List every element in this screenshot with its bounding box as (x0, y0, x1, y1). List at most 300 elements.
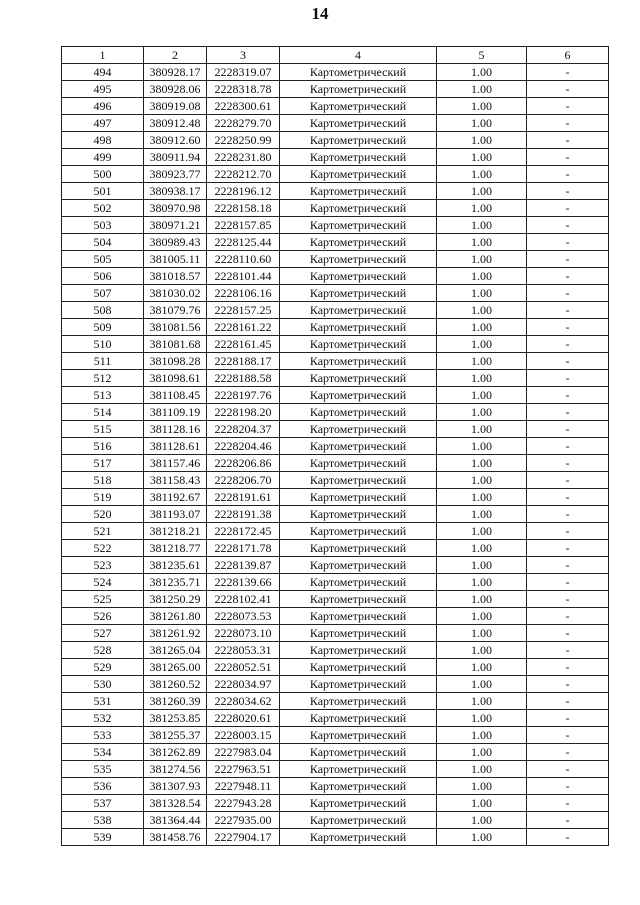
note-cell: - (527, 642, 609, 659)
table-row (62, 761, 609, 778)
table-row (62, 336, 609, 353)
accuracy-cell: 1.00 (437, 778, 527, 795)
point-number-cell: 525 (62, 591, 144, 608)
note-cell: - (527, 421, 609, 438)
accuracy-cell: 1.00 (437, 574, 527, 591)
y-coordinate-cell: 2228196.12 (207, 183, 280, 200)
point-number-cell: 510 (62, 336, 144, 353)
column-header: 5 (437, 47, 527, 64)
y-coordinate-cell: 2228204.46 (207, 438, 280, 455)
table-row (62, 540, 609, 557)
method-cell: Картометрический (280, 591, 437, 608)
page-number: 14 (311, 4, 329, 23)
x-coordinate-cell: 381218.77 (144, 540, 207, 557)
accuracy-cell: 1.00 (437, 64, 527, 81)
x-coordinate-cell: 381030.02 (144, 285, 207, 302)
x-coordinate-cell: 381261.80 (144, 608, 207, 625)
point-number-cell: 524 (62, 574, 144, 591)
accuracy-cell: 1.00 (437, 795, 527, 812)
point-number-cell: 511 (62, 353, 144, 370)
accuracy-cell: 1.00 (437, 353, 527, 370)
accuracy-cell: 1.00 (437, 710, 527, 727)
table-row (62, 659, 609, 676)
y-coordinate-cell: 2228279.70 (207, 115, 280, 132)
y-coordinate-cell: 2228073.10 (207, 625, 280, 642)
table-row (62, 795, 609, 812)
accuracy-cell: 1.00 (437, 183, 527, 200)
x-coordinate-cell: 381364.44 (144, 812, 207, 829)
accuracy-cell: 1.00 (437, 336, 527, 353)
table-row (62, 319, 609, 336)
x-coordinate-cell: 381109.19 (144, 404, 207, 421)
point-number-cell: 522 (62, 540, 144, 557)
table-row (62, 421, 609, 438)
table-row (62, 183, 609, 200)
accuracy-cell: 1.00 (437, 727, 527, 744)
method-cell: Картометрический (280, 710, 437, 727)
note-cell: - (527, 64, 609, 81)
x-coordinate-cell: 381274.56 (144, 761, 207, 778)
note-cell: - (527, 676, 609, 693)
accuracy-cell: 1.00 (437, 472, 527, 489)
table-row (62, 251, 609, 268)
table-row (62, 302, 609, 319)
y-coordinate-cell: 2228158.18 (207, 200, 280, 217)
method-cell: Картометрический (280, 387, 437, 404)
table-row (62, 132, 609, 149)
y-coordinate-cell: 2228157.25 (207, 302, 280, 319)
point-number-cell: 518 (62, 472, 144, 489)
x-coordinate-cell: 381253.85 (144, 710, 207, 727)
table-row (62, 778, 609, 795)
accuracy-cell: 1.00 (437, 302, 527, 319)
table-row (62, 676, 609, 693)
note-cell: - (527, 438, 609, 455)
note-cell: - (527, 336, 609, 353)
method-cell: Картометрический (280, 353, 437, 370)
x-coordinate-cell: 381260.39 (144, 693, 207, 710)
y-coordinate-cell: 2228106.16 (207, 285, 280, 302)
table-row (62, 217, 609, 234)
accuracy-cell: 1.00 (437, 591, 527, 608)
point-number-cell: 499 (62, 149, 144, 166)
note-cell: - (527, 149, 609, 166)
x-coordinate-cell: 380923.77 (144, 166, 207, 183)
method-cell: Картометрический (280, 727, 437, 744)
point-number-cell: 515 (62, 421, 144, 438)
x-coordinate-cell: 381005.11 (144, 251, 207, 268)
y-coordinate-cell: 2228020.61 (207, 710, 280, 727)
y-coordinate-cell: 2228300.61 (207, 98, 280, 115)
x-coordinate-cell: 380970.98 (144, 200, 207, 217)
note-cell: - (527, 506, 609, 523)
x-coordinate-cell: 380989.43 (144, 234, 207, 251)
point-number-cell: 529 (62, 659, 144, 676)
method-cell: Картометрический (280, 659, 437, 676)
x-coordinate-cell: 381307.93 (144, 778, 207, 795)
method-cell: Картометрический (280, 251, 437, 268)
accuracy-cell: 1.00 (437, 149, 527, 166)
point-number-cell: 501 (62, 183, 144, 200)
note-cell: - (527, 625, 609, 642)
table-row (62, 608, 609, 625)
table-row (62, 370, 609, 387)
method-cell: Картометрический (280, 540, 437, 557)
x-coordinate-cell: 381250.29 (144, 591, 207, 608)
method-cell: Картометрический (280, 319, 437, 336)
accuracy-cell: 1.00 (437, 98, 527, 115)
x-coordinate-cell: 381218.21 (144, 523, 207, 540)
method-cell: Картометрический (280, 455, 437, 472)
x-coordinate-cell: 380912.48 (144, 115, 207, 132)
note-cell: - (527, 183, 609, 200)
y-coordinate-cell: 2227948.11 (207, 778, 280, 795)
y-coordinate-cell: 2227983.04 (207, 744, 280, 761)
method-cell: Картометрический (280, 200, 437, 217)
point-number-cell: 512 (62, 370, 144, 387)
point-number-cell: 502 (62, 200, 144, 217)
method-cell: Картометрический (280, 234, 437, 251)
point-number-cell: 504 (62, 234, 144, 251)
accuracy-cell: 1.00 (437, 642, 527, 659)
method-cell: Картометрический (280, 166, 437, 183)
x-coordinate-cell: 381261.92 (144, 625, 207, 642)
method-cell: Картометрический (280, 64, 437, 81)
note-cell: - (527, 81, 609, 98)
method-cell: Картометрический (280, 285, 437, 302)
table-row (62, 234, 609, 251)
x-coordinate-cell: 381235.71 (144, 574, 207, 591)
header-row (62, 47, 609, 64)
table-row (62, 625, 609, 642)
point-number-cell: 535 (62, 761, 144, 778)
point-number-cell: 531 (62, 693, 144, 710)
point-number-cell: 519 (62, 489, 144, 506)
note-cell: - (527, 234, 609, 251)
y-coordinate-cell: 2228003.15 (207, 727, 280, 744)
x-coordinate-cell: 381265.04 (144, 642, 207, 659)
accuracy-cell: 1.00 (437, 319, 527, 336)
point-number-cell: 498 (62, 132, 144, 149)
x-coordinate-cell: 381192.67 (144, 489, 207, 506)
method-cell: Картометрический (280, 574, 437, 591)
table-row (62, 404, 609, 421)
point-number-cell: 528 (62, 642, 144, 659)
point-number-cell: 514 (62, 404, 144, 421)
method-cell: Картометрический (280, 795, 437, 812)
column-header: 4 (280, 47, 437, 64)
y-coordinate-cell: 2228161.45 (207, 336, 280, 353)
y-coordinate-cell: 2228197.76 (207, 387, 280, 404)
y-coordinate-cell: 2228188.58 (207, 370, 280, 387)
table-row (62, 149, 609, 166)
table-row (62, 557, 609, 574)
note-cell: - (527, 812, 609, 829)
method-cell: Картометрический (280, 81, 437, 98)
table-row (62, 98, 609, 115)
x-coordinate-cell: 380912.60 (144, 132, 207, 149)
table-row (62, 268, 609, 285)
y-coordinate-cell: 2228191.38 (207, 506, 280, 523)
table-header (62, 47, 609, 64)
table-row (62, 81, 609, 98)
table-row (62, 693, 609, 710)
method-cell: Картометрический (280, 217, 437, 234)
table-row (62, 438, 609, 455)
table-row (62, 455, 609, 472)
method-cell: Картометрический (280, 302, 437, 319)
table-row (62, 115, 609, 132)
point-number-cell: 523 (62, 557, 144, 574)
x-coordinate-cell: 381128.16 (144, 421, 207, 438)
method-cell: Картометрический (280, 506, 437, 523)
method-cell: Картометрический (280, 472, 437, 489)
accuracy-cell: 1.00 (437, 557, 527, 574)
note-cell: - (527, 744, 609, 761)
accuracy-cell: 1.00 (437, 625, 527, 642)
note-cell: - (527, 591, 609, 608)
y-coordinate-cell: 2228139.66 (207, 574, 280, 591)
accuracy-cell: 1.00 (437, 251, 527, 268)
method-cell: Картометрический (280, 812, 437, 829)
y-coordinate-cell: 2228188.17 (207, 353, 280, 370)
note-cell: - (527, 455, 609, 472)
point-number-cell: 520 (62, 506, 144, 523)
point-number-cell: 536 (62, 778, 144, 795)
x-coordinate-cell: 381079.76 (144, 302, 207, 319)
table-row (62, 166, 609, 183)
accuracy-cell: 1.00 (437, 285, 527, 302)
x-coordinate-cell: 380971.21 (144, 217, 207, 234)
x-coordinate-cell: 381081.56 (144, 319, 207, 336)
point-number-cell: 503 (62, 217, 144, 234)
note-cell: - (527, 217, 609, 234)
note-cell: - (527, 727, 609, 744)
point-number-cell: 497 (62, 115, 144, 132)
y-coordinate-cell: 2228319.07 (207, 64, 280, 81)
accuracy-cell: 1.00 (437, 370, 527, 387)
x-coordinate-cell: 381108.45 (144, 387, 207, 404)
method-cell: Картометрический (280, 608, 437, 625)
note-cell: - (527, 302, 609, 319)
method-cell: Картометрический (280, 336, 437, 353)
point-number-cell: 537 (62, 795, 144, 812)
x-coordinate-cell: 381193.07 (144, 506, 207, 523)
note-cell: - (527, 608, 609, 625)
accuracy-cell: 1.00 (437, 404, 527, 421)
accuracy-cell: 1.00 (437, 421, 527, 438)
table-row (62, 489, 609, 506)
accuracy-cell: 1.00 (437, 132, 527, 149)
point-number-cell: 534 (62, 744, 144, 761)
point-number-cell: 539 (62, 829, 144, 846)
note-cell: - (527, 285, 609, 302)
note-cell: - (527, 693, 609, 710)
method-cell: Картометрический (280, 761, 437, 778)
note-cell: - (527, 387, 609, 404)
x-coordinate-cell: 381265.00 (144, 659, 207, 676)
point-number-cell: 538 (62, 812, 144, 829)
y-coordinate-cell: 2228157.85 (207, 217, 280, 234)
point-number-cell: 496 (62, 98, 144, 115)
note-cell: - (527, 319, 609, 336)
note-cell: - (527, 404, 609, 421)
point-number-cell: 506 (62, 268, 144, 285)
accuracy-cell: 1.00 (437, 387, 527, 404)
y-coordinate-cell: 2228171.78 (207, 540, 280, 557)
x-coordinate-cell: 381255.37 (144, 727, 207, 744)
x-coordinate-cell: 380928.17 (144, 64, 207, 81)
column-header: 6 (527, 47, 609, 64)
method-cell: Картометрический (280, 829, 437, 846)
point-number-cell: 495 (62, 81, 144, 98)
accuracy-cell: 1.00 (437, 659, 527, 676)
accuracy-cell: 1.00 (437, 676, 527, 693)
accuracy-cell: 1.00 (437, 200, 527, 217)
y-coordinate-cell: 2228034.97 (207, 676, 280, 693)
table-row (62, 523, 609, 540)
method-cell: Картометрический (280, 778, 437, 795)
x-coordinate-cell: 381262.89 (144, 744, 207, 761)
accuracy-cell: 1.00 (437, 506, 527, 523)
method-cell: Картометрический (280, 115, 437, 132)
accuracy-cell: 1.00 (437, 268, 527, 285)
y-coordinate-cell: 2228102.41 (207, 591, 280, 608)
note-cell: - (527, 829, 609, 846)
table-row (62, 200, 609, 217)
x-coordinate-cell: 381158.43 (144, 472, 207, 489)
column-header: 3 (207, 47, 280, 64)
y-coordinate-cell: 2228125.44 (207, 234, 280, 251)
point-number-cell: 532 (62, 710, 144, 727)
y-coordinate-cell: 2228110.60 (207, 251, 280, 268)
accuracy-cell: 1.00 (437, 115, 527, 132)
method-cell: Картометрический (280, 693, 437, 710)
accuracy-cell: 1.00 (437, 166, 527, 183)
point-number-cell: 526 (62, 608, 144, 625)
point-number-cell: 507 (62, 285, 144, 302)
column-header: 2 (144, 47, 207, 64)
table-row (62, 812, 609, 829)
note-cell: - (527, 98, 609, 115)
y-coordinate-cell: 2228250.99 (207, 132, 280, 149)
accuracy-cell: 1.00 (437, 234, 527, 251)
point-number-cell: 517 (62, 455, 144, 472)
x-coordinate-cell: 381260.52 (144, 676, 207, 693)
method-cell: Картометрический (280, 268, 437, 285)
x-coordinate-cell: 381018.57 (144, 268, 207, 285)
accuracy-cell: 1.00 (437, 81, 527, 98)
x-coordinate-cell: 381098.61 (144, 370, 207, 387)
note-cell: - (527, 574, 609, 591)
note-cell: - (527, 659, 609, 676)
y-coordinate-cell: 2228206.70 (207, 472, 280, 489)
method-cell: Картометрический (280, 149, 437, 166)
point-number-cell: 533 (62, 727, 144, 744)
accuracy-cell: 1.00 (437, 217, 527, 234)
note-cell: - (527, 132, 609, 149)
point-number-cell: 521 (62, 523, 144, 540)
y-coordinate-cell: 2228172.45 (207, 523, 280, 540)
accuracy-cell: 1.00 (437, 489, 527, 506)
y-coordinate-cell: 2228204.37 (207, 421, 280, 438)
note-cell: - (527, 710, 609, 727)
y-coordinate-cell: 2228161.22 (207, 319, 280, 336)
table-row (62, 829, 609, 846)
accuracy-cell: 1.00 (437, 829, 527, 846)
note-cell: - (527, 166, 609, 183)
y-coordinate-cell: 2228212.70 (207, 166, 280, 183)
table-row (62, 727, 609, 744)
note-cell: - (527, 268, 609, 285)
y-coordinate-cell: 2228053.31 (207, 642, 280, 659)
method-cell: Картометрический (280, 370, 437, 387)
y-coordinate-cell: 2228034.62 (207, 693, 280, 710)
x-coordinate-cell: 380911.94 (144, 149, 207, 166)
point-number-cell: 505 (62, 251, 144, 268)
x-coordinate-cell: 381157.46 (144, 455, 207, 472)
point-number-cell: 494 (62, 64, 144, 81)
column-header: 1 (62, 47, 144, 64)
point-number-cell: 509 (62, 319, 144, 336)
y-coordinate-cell: 2227963.51 (207, 761, 280, 778)
x-coordinate-cell: 380928.06 (144, 81, 207, 98)
table-row (62, 472, 609, 489)
accuracy-cell: 1.00 (437, 455, 527, 472)
method-cell: Картометрический (280, 557, 437, 574)
method-cell: Картометрический (280, 676, 437, 693)
note-cell: - (527, 251, 609, 268)
x-coordinate-cell: 381128.61 (144, 438, 207, 455)
note-cell: - (527, 370, 609, 387)
x-coordinate-cell: 381328.54 (144, 795, 207, 812)
method-cell: Картометрический (280, 642, 437, 659)
point-number-cell: 500 (62, 166, 144, 183)
y-coordinate-cell: 2228198.20 (207, 404, 280, 421)
note-cell: - (527, 778, 609, 795)
point-number-cell: 516 (62, 438, 144, 455)
note-cell: - (527, 557, 609, 574)
method-cell: Картометрический (280, 489, 437, 506)
x-coordinate-cell: 380919.08 (144, 98, 207, 115)
method-cell: Картометрический (280, 404, 437, 421)
accuracy-cell: 1.00 (437, 693, 527, 710)
table-row (62, 710, 609, 727)
note-cell: - (527, 353, 609, 370)
method-cell: Картометрический (280, 183, 437, 200)
coordinates-table (61, 46, 609, 846)
y-coordinate-cell: 2227943.28 (207, 795, 280, 812)
accuracy-cell: 1.00 (437, 744, 527, 761)
method-cell: Картометрический (280, 438, 437, 455)
table-body (62, 64, 609, 846)
x-coordinate-cell: 381458.76 (144, 829, 207, 846)
method-cell: Картометрический (280, 523, 437, 540)
y-coordinate-cell: 2228318.78 (207, 81, 280, 98)
table-row (62, 591, 609, 608)
x-coordinate-cell: 381235.61 (144, 557, 207, 574)
point-number-cell: 513 (62, 387, 144, 404)
y-coordinate-cell: 2227935.00 (207, 812, 280, 829)
table-row (62, 642, 609, 659)
y-coordinate-cell: 2228139.87 (207, 557, 280, 574)
method-cell: Картометрический (280, 625, 437, 642)
note-cell: - (527, 115, 609, 132)
method-cell: Картометрический (280, 744, 437, 761)
point-number-cell: 530 (62, 676, 144, 693)
note-cell: - (527, 761, 609, 778)
y-coordinate-cell: 2228191.61 (207, 489, 280, 506)
